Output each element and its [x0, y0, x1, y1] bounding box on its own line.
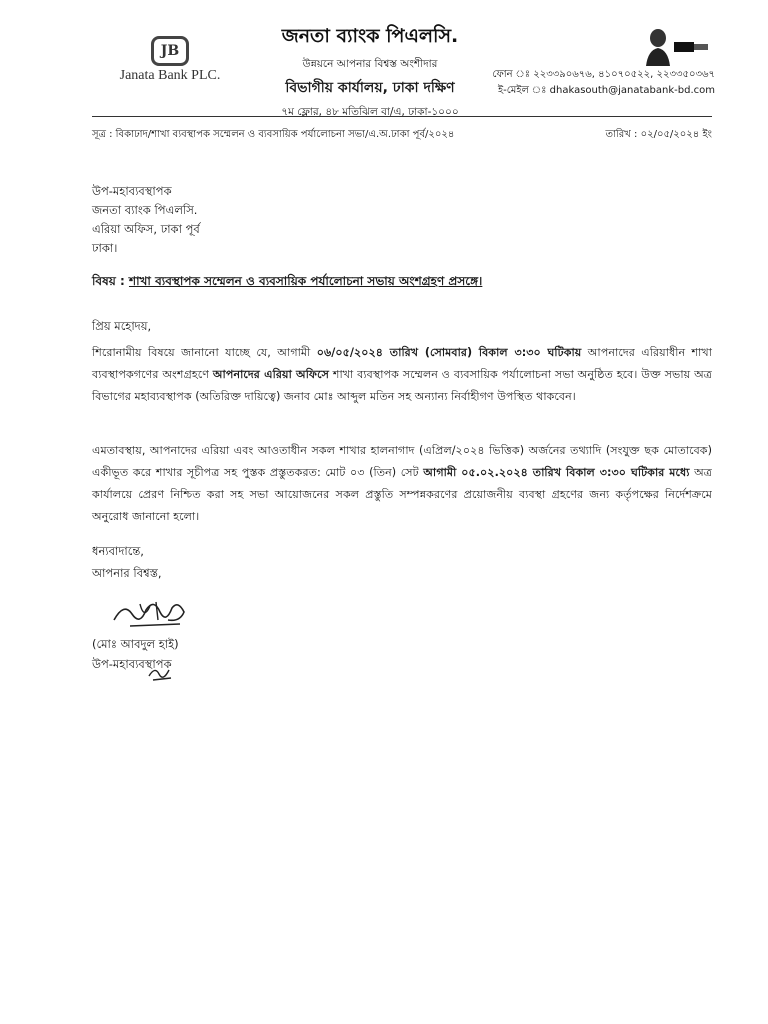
subject-text: শাখা ব্যবস্থাপক সম্মেলন ও ব্যবসায়িক পর্যালোচনা সভায় অংশগ্রহণ প্রসঙ্গে। — [128, 274, 483, 288]
reference-number: সূত্র : বিকাঢাদ/শাখা ব্যবস্থাপক সম্মেলন ও ব্যবসায়িক পর্যালোচনা সভা/এ.অ.ঢাকা পূর্ব/২০২৪ — [92, 129, 455, 140]
signer-title: উপ-মহাব্যবস্থাপক — [92, 657, 172, 671]
addressee-line: এরিয়া অফিস, ঢাকা পূর্ব — [92, 222, 200, 236]
para-text: শাখা ব্যবস্থাপক সম্মেলন ও ব্যবসায়িক পর্যালোচনা সভা অনুষ্ঠিত হবে। উক্ত সভায় অত্র বিভাগের মহাব্যবস্থাপক (অতিরিক্ত দায়িত্বে) জনাব মোঃ আব্দুল মতিন সহ অন্যান্য নির্বাহীগণ উপস্থিত থাকবেন। — [92, 368, 712, 403]
body-paragraph-2 — [92, 440, 712, 528]
tagline: উন্নয়নে আপনার বিশ্বস্ত অংশীদার — [302, 58, 438, 70]
letterhead-center — [255, 22, 485, 122]
salutation: প্রিয় মহোদয়, — [92, 319, 152, 333]
signature-image — [110, 590, 190, 635]
bank-name: জনতা ব্যাংক পিএলসি. — [281, 25, 459, 47]
para-text: শিরোনামীয় বিষয়ে জানানো যাচ্ছে যে, আগামী — [92, 346, 317, 359]
email-text: ই-মেইল ঃ dhakasouth@janatabank-bd.com — [497, 85, 715, 96]
portrait-emblem-icon — [640, 22, 710, 66]
closing-block — [92, 540, 162, 584]
body-paragraph-1 — [92, 342, 712, 408]
para-bold-text: আগামী ০৫.০২.২০২৪ তারিখ বিকাল ৩:৩০ ঘটিকার মধ্যে — [423, 466, 690, 479]
subject-label: বিষয় : — [92, 274, 125, 288]
addressee-line: ঢাকা। — [92, 241, 118, 255]
signer-name: (মোঃ আবদুল হাই) — [92, 637, 179, 651]
office-address: ৭ম ফ্লোর, ৪৮ মতিঝিল বা/এ, ঢাকা-১০০০ — [281, 106, 459, 118]
para-bold-text: ০৬/০৫/২০২৪ তারিখ (সোমবার) বিকাল ৩:৩০ ঘটিকায় — [316, 346, 582, 359]
para-text: এমতাবস্থায়, আপনাদের এরিয়া এবং আওতাধীন সকল শাখার হালনাগাদ (এপ্রিল/২০২৪ ভিত্তিক) অর্জনের তথ্যাদি (সংযুক্ত ছক মোতাবেক) একীভূত করে শাখার সূচীপত্র সহ পুস্তক প্রস্তুতকরত: মোট ০৩ (তিন) সেট — [92, 444, 712, 479]
logo-name: Janata Bank PLC. — [119, 68, 221, 83]
logo-mark: JB — [151, 36, 189, 66]
closing-yours: আপনার বিশ্বস্ত, — [92, 566, 162, 580]
contact-info — [470, 67, 715, 99]
addressee-block — [92, 182, 200, 258]
addressee-line: উপ-মহাব্যবস্থাপক — [92, 184, 172, 198]
phone-text: ফোন ঃ ২২৩৩৯০৬৭৬, ৪১০৭০৫২২, ২২৩৩৫০৩৬৭ — [492, 69, 715, 80]
addressee-line: জনতা ব্যাংক পিএলসি. — [92, 203, 198, 217]
closing-thanks: ধন্যবাদান্তে, — [92, 544, 144, 558]
para-bold-text: আপনাদের এরিয়া অফিসে — [212, 368, 329, 381]
para-text: অত্র কার্যালয়ে প্রেরণ নিশ্চিত করা সহ সভা আয়োজনের সকল প্রস্তুতি সম্পন্নকরণের প্রয়োজনীয় ব্যবস্থা গ্রহণের জন্য কর্তৃপক্ষের নির্দেশক্রমে অনুরোধ জানানো হলো। — [92, 466, 713, 523]
subject-line — [92, 273, 712, 293]
letter-date: তারিখ : ০২/০৫/২০২৪ ইং — [605, 129, 712, 140]
office-name: বিভাগীয় কার্যালয়, ঢাকা দক্ষিণ — [285, 80, 455, 96]
initial-mark — [145, 662, 175, 684]
bank-logo — [100, 36, 240, 84]
para-text: আপনাদের এরিয়াধীন শাখা ব্যবস্থাপকগণের অংশগ্রহণে — [92, 346, 712, 381]
header-divider — [92, 116, 712, 117]
